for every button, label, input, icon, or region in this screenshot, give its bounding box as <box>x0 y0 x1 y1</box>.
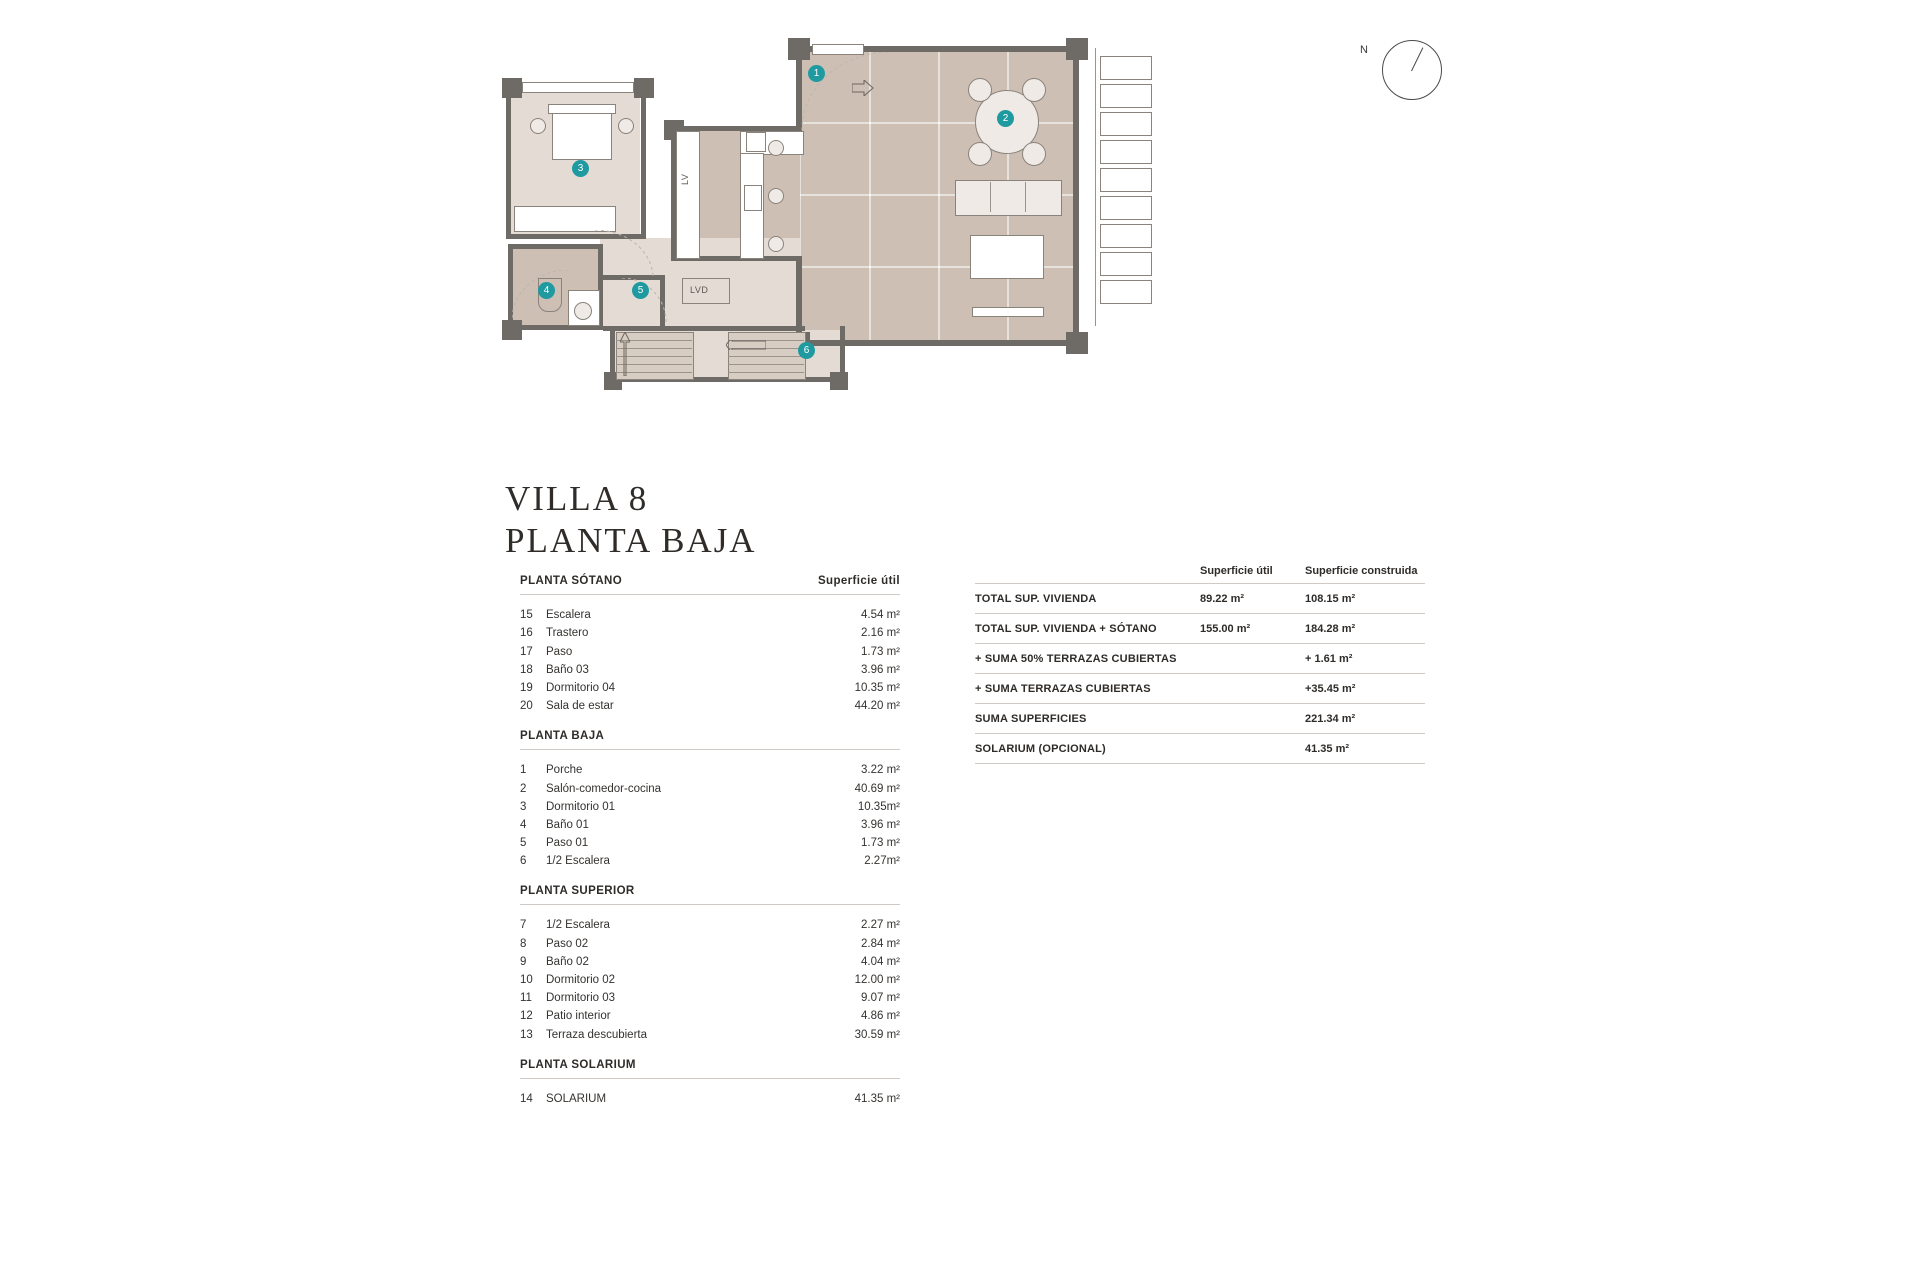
stair-direction-arrow-icon <box>726 340 766 350</box>
plan-marker-2: 2 <box>997 110 1014 127</box>
section-title: PLANTA SUPERIOR <box>520 885 635 898</box>
terrace-step <box>1100 168 1152 192</box>
toilet <box>574 302 592 320</box>
stair-tread <box>728 364 804 365</box>
row-util: 155.00 m² <box>1200 622 1251 635</box>
table-row <box>520 968 900 986</box>
row-util <box>1200 713 1305 725</box>
row-label: SOLARIUM (OPCIONAL) <box>975 742 1106 755</box>
row-label: + SUMA 50% TERRAZAS CUBIERTAS <box>975 652 1177 665</box>
section-title: PLANTA BAJA <box>520 730 605 743</box>
row-label: 1/2 Escalera <box>546 919 610 932</box>
floor-tile <box>800 266 871 342</box>
compass-north-label: N <box>1360 44 1368 56</box>
kitchen-hob <box>744 185 762 211</box>
row-value: 2.84 m² <box>861 937 900 950</box>
nightstand-lamp <box>618 118 634 134</box>
table-row <box>975 613 1425 643</box>
plan-marker-1: 1 <box>808 65 825 82</box>
section-unit-header: Superficie útil <box>817 575 900 587</box>
section-header-baja <box>520 730 900 750</box>
row-util <box>1200 653 1305 665</box>
row-value: 10.35 m² <box>854 681 900 694</box>
title-villa: VILLA 8 <box>505 479 649 518</box>
row-label: 1/2 Escalera <box>546 855 610 868</box>
page-title <box>505 478 757 562</box>
table-row <box>520 603 900 621</box>
row-construida: 41.35 m² <box>1305 742 1350 755</box>
table-row <box>520 621 900 639</box>
wall-segment <box>508 244 603 249</box>
door-swing-icon <box>595 230 655 280</box>
terrace-step <box>1100 112 1152 136</box>
row-label: Paso 01 <box>546 837 589 850</box>
dining-chair <box>968 142 992 166</box>
totals-table-header <box>975 565 1425 583</box>
row-label: Paso <box>546 645 573 658</box>
row-number: 11 <box>520 992 532 1005</box>
row-number: 9 <box>520 955 527 968</box>
row-value: 41.35 m² <box>854 1092 900 1105</box>
row-number: 7 <box>520 919 527 932</box>
row-label: Baño 02 <box>546 955 589 968</box>
table-row <box>520 950 900 968</box>
table-row <box>975 583 1425 613</box>
row-value: 1.73 m² <box>861 837 900 850</box>
nightstand-lamp <box>530 118 546 134</box>
floor-plan-drawing <box>500 20 1500 460</box>
row-value: 3.22 m² <box>861 764 900 777</box>
row-number: 16 <box>520 627 533 640</box>
table-row <box>520 658 900 676</box>
row-construida: 108.15 m² <box>1305 592 1356 605</box>
row-label: TOTAL SUP. VIVIENDA <box>975 592 1097 605</box>
floor-tile <box>869 122 940 196</box>
dining-chair <box>968 78 992 102</box>
plan-marker-5: 5 <box>632 282 649 299</box>
row-label: Escalera <box>546 609 591 622</box>
bed-headboard <box>548 104 616 114</box>
kitchen-stool <box>768 236 784 252</box>
table-row <box>520 931 900 949</box>
table-row <box>520 913 900 931</box>
row-value: 40.69 m² <box>854 782 900 795</box>
terrace-step <box>1100 280 1152 304</box>
window-marker <box>502 320 522 340</box>
table-row <box>520 639 900 657</box>
row-number: 18 <box>520 663 533 676</box>
title-floor: PLANTA BAJA <box>505 521 757 560</box>
row-label: Trastero <box>546 627 589 640</box>
row-number: 15 <box>520 609 533 622</box>
floor-tile <box>800 122 871 196</box>
window-marker <box>830 372 848 390</box>
row-number: 12 <box>520 1010 533 1023</box>
table-row <box>520 758 900 776</box>
row-number: 20 <box>520 700 533 713</box>
floor-tile <box>869 194 940 268</box>
row-label: TOTAL SUP. VIVIENDA + SÓTANO <box>975 622 1157 635</box>
sofa <box>955 180 1062 216</box>
table-row <box>520 776 900 794</box>
window-marker <box>1066 332 1088 354</box>
terrace-step <box>1100 252 1152 276</box>
totals-header-blank <box>975 565 1200 577</box>
section-header-sotano <box>520 575 900 595</box>
row-construida: +35.45 m² <box>1305 682 1356 695</box>
section-header-superior <box>520 885 900 905</box>
terrace-step <box>1100 84 1152 108</box>
dishwasher-label: LVD <box>690 285 709 295</box>
row-label: Baño 03 <box>546 663 589 676</box>
bed <box>552 108 612 160</box>
section-header-solarium <box>520 1059 900 1079</box>
row-number: 10 <box>520 974 533 986</box>
section-title: PLANTA SÓTANO <box>520 575 623 587</box>
sofa-cushion-line <box>990 182 991 212</box>
row-label: + SUMA TERRAZAS CUBIERTAS <box>975 682 1151 695</box>
table-row <box>975 703 1425 733</box>
kitchen-stool <box>768 188 784 204</box>
row-number: 19 <box>520 681 533 694</box>
table-row <box>975 733 1425 764</box>
kitchen-counter <box>676 131 700 259</box>
compass-rose <box>1360 30 1440 110</box>
row-value: 4.54 m² <box>861 609 900 622</box>
row-label: Patio interior <box>546 1010 611 1023</box>
kitchen-stool <box>768 140 784 156</box>
wall-segment <box>506 84 511 239</box>
row-value: 4.04 m² <box>861 955 900 968</box>
plan-marker-3: 3 <box>572 160 589 177</box>
totals-table <box>975 565 1425 764</box>
terrace-step <box>1100 56 1152 80</box>
stair-tread <box>728 356 804 357</box>
row-label: Dormitorio 02 <box>546 974 616 986</box>
totals-header-construida: Superficie construida <box>1305 565 1418 577</box>
row-number: 5 <box>520 837 527 850</box>
row-label: Dormitorio 04 <box>546 681 616 694</box>
window-marker <box>502 78 522 98</box>
dining-chair <box>1022 78 1046 102</box>
wardrobe <box>514 206 616 232</box>
row-number: 1 <box>520 764 527 777</box>
table-row <box>520 986 900 1004</box>
stair-up-arrow-icon <box>620 332 630 376</box>
row-number: 4 <box>520 818 527 831</box>
row-label: Paso 02 <box>546 937 589 950</box>
row-number: 6 <box>520 855 527 868</box>
row-value: 2.27 m² <box>861 919 900 932</box>
plan-marker-6: 6 <box>798 342 815 359</box>
window-marker <box>1066 38 1088 60</box>
dining-chair <box>1022 142 1046 166</box>
row-util: 89.22 m² <box>1200 592 1245 605</box>
wall-segment <box>796 340 1079 346</box>
terrace-step <box>1100 196 1152 220</box>
table-row <box>520 694 900 712</box>
row-label: Baño 01 <box>546 818 589 831</box>
window-marker <box>634 78 654 98</box>
washing-machine-label: LV <box>680 173 690 185</box>
stair-tread <box>728 372 804 373</box>
surface-schedule-table <box>520 575 900 1105</box>
row-value: 44.20 m² <box>854 700 900 713</box>
totals-header-util: Superficie útil <box>1200 565 1273 577</box>
row-construida: 221.34 m² <box>1305 712 1356 725</box>
row-value: 10.35m² <box>857 800 900 813</box>
row-label: Terraza descubierta <box>546 1028 647 1041</box>
row-value: 12.00 m² <box>854 974 900 986</box>
row-number: 2 <box>520 782 527 795</box>
row-label: SUMA SUPERFICIES <box>975 712 1087 725</box>
sofa-cushion-line <box>1025 182 1026 212</box>
dishwasher-outline <box>682 278 730 304</box>
row-number: 14 <box>520 1092 533 1105</box>
row-value: 1.73 m² <box>861 645 900 658</box>
window-glass <box>522 82 634 93</box>
plan-marker-4: 4 <box>538 282 555 299</box>
table-row <box>520 813 900 831</box>
terrace-outline <box>1095 48 1096 326</box>
row-value: 4.86 m² <box>861 1010 900 1023</box>
row-label: Salón-comedor-cocina <box>546 782 662 795</box>
coffee-table <box>970 235 1044 279</box>
wall-segment <box>665 326 805 331</box>
section-title: PLANTA SOLARIUM <box>520 1058 636 1071</box>
floor-tile <box>869 266 940 342</box>
table-row <box>520 1004 900 1022</box>
row-number: 17 <box>520 645 533 658</box>
row-label: Porche <box>546 764 583 777</box>
row-value: 2.16 m² <box>861 627 900 640</box>
row-label: Dormitorio 01 <box>546 800 616 813</box>
row-construida: 184.28 m² <box>1305 622 1356 635</box>
wall-segment <box>1073 46 1079 346</box>
row-label: SOLARIUM <box>546 1092 607 1105</box>
terrace-step <box>1100 224 1152 248</box>
table-row <box>520 795 900 813</box>
floor-tile <box>800 194 871 268</box>
tv-unit <box>972 307 1044 317</box>
wall-segment <box>641 84 646 239</box>
row-construida: + 1.61 m² <box>1305 652 1353 665</box>
table-row <box>520 849 900 867</box>
row-value: 3.96 m² <box>861 663 900 676</box>
table-row <box>975 643 1425 673</box>
kitchen-sink <box>746 132 766 152</box>
table-row <box>520 1087 900 1105</box>
row-label: Dormitorio 03 <box>546 992 616 1005</box>
row-label: Sala de estar <box>546 700 614 713</box>
row-util <box>1200 743 1305 755</box>
table-row <box>520 676 900 694</box>
row-util <box>1200 683 1305 695</box>
row-number: 3 <box>520 800 527 813</box>
row-value: 9.07 m² <box>861 992 900 1005</box>
table-row <box>520 831 900 849</box>
door-swing-icon <box>800 52 890 132</box>
row-value: 2.27m² <box>864 855 900 868</box>
row-number: 8 <box>520 937 527 950</box>
terrace-step <box>1100 140 1152 164</box>
row-value: 30.59 m² <box>854 1028 900 1041</box>
row-value: 3.96 m² <box>861 818 900 831</box>
table-row <box>520 1022 900 1040</box>
table-row <box>975 673 1425 703</box>
row-number: 13 <box>520 1028 533 1041</box>
